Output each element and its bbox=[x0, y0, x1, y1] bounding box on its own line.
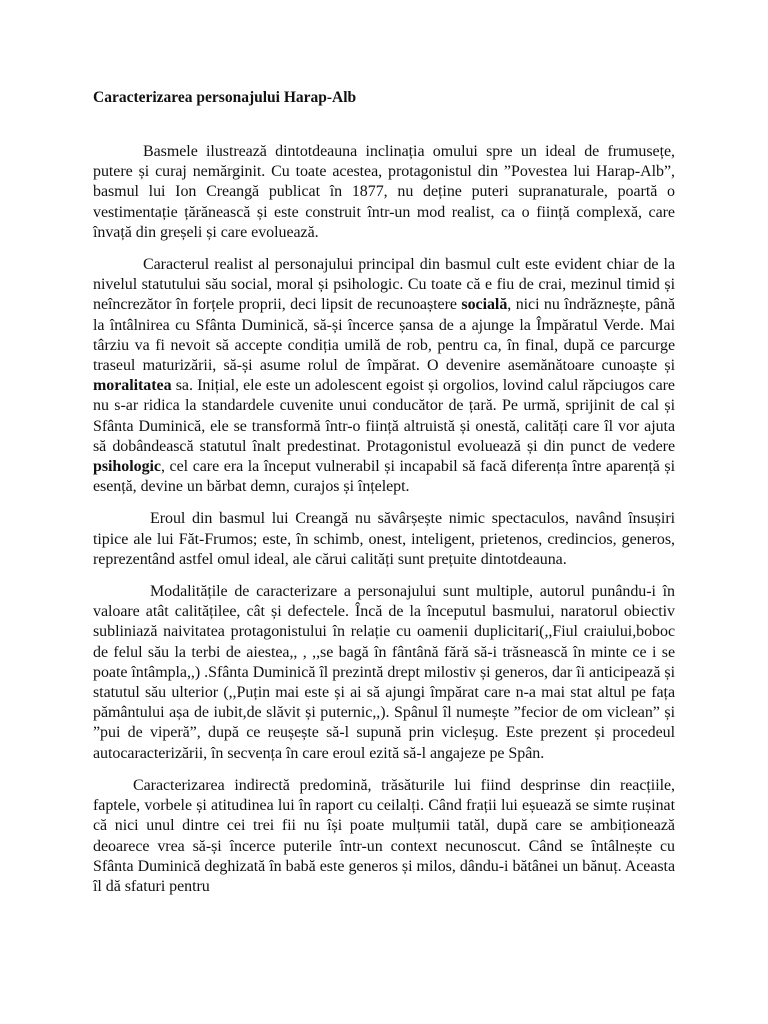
paragraph-text: Caracterul realist al personajului principal din basmul cult este evident chiar de la nivelul statutului său social, moral și psihologic. Cu toate că e fiu de crai, mezinul timid și neîncrezător în forțele proprii, deci lipsit de recunoaștere bbox=[93, 256, 675, 314]
paragraph-realist-character bbox=[93, 255, 675, 497]
paragraph-text: Modalitățile de caracterizare a personajului sunt multiple, autorul punându-i în valoare atât calitățilee, cât și defectele. Încă de la începutul basmului, naratorul obiectiv subliniază naivitatea protagonistului în relație cu oamenii duplicitari(,,Fiul craiului,boboc de felul său la terbi de aiestea,, , ,,se bagă în fântână fără să-i trăsnească în minte ce i se poate întâmpla,,) .Sfânta Duminică îl prezintă drept milostiv și generos, dar îi anticipează și statutul său ulterior (,,Puțin mai este și ai să ajungi împărat care n-a mai stat altul pe fața pământului așa de iubit,de slăvit și puternic,,). Spânul îl numește ”fecior de om viclean” și ”pui de viperă”, după ce reușește să-l supună prin vicleșug. Este prezent și procedeul autocaracterizării, în secvența în care eroul ezită să-l angajeze pe Spân. bbox=[93, 583, 675, 762]
document-body bbox=[93, 142, 675, 909]
document-title: Caracterizarea personajului Harap-Alb bbox=[93, 89, 357, 106]
paragraph-intro bbox=[93, 142, 675, 243]
paragraph-indirect-characterization bbox=[93, 776, 675, 897]
bold-term-sociala: socială bbox=[461, 296, 508, 314]
paragraph-text: Caracterizarea indirectă predomină, trăsăturile lui fiind desprinse din reacțiile, faptele, vorbele și atitudinea lui în raport cu ceilalți. Când frații lui eșuează se simte rușinat că nici unul dintre cei trei fii nu își poate mulțumii tatăl, după care se ambiționează deoarece vrea să-și încerce puterile într-un context necunoscut. Când se întâlnește cu Sfânta Duminică deghizată în babă este generos și milos, dându-i bătânei un bănuț. Aceasta îl dă sfaturi pentru bbox=[93, 776, 675, 895]
bold-term-psihologic: psihologic bbox=[93, 458, 161, 476]
paragraph-hero-traits bbox=[93, 509, 675, 570]
paragraph-text: Basmele ilustrează dintotdeauna inclinația omului spre un ideal de frumusețe, putere și curaj nemărginit. Cu toate acestea, protagonistul din ”Povestea lui Harap-Alb”, basmul lui Ion Creangă publicat în 1877, nu deține puteri supranaturale, poartă o vestimentație țărănească și este construit într-un mod realist, ca o ființă complexă, care învață din greșeli și care evoluează. bbox=[93, 143, 675, 241]
paragraph-text: Eroul din basmul lui Creangă nu săvârșește nimic spectaculos, navând însușiri tipice ale lui Făt-Frumos; este, în schimb, onest, inteligent, prietenos, credincios, generos, reprezentând astfel omul ideal, ale cărui calități sunt prețuite dintotdeauna. bbox=[93, 510, 675, 568]
paragraph-text: , nici nu îndrăznește, până la întâlnirea cu Sfânta Duminică, să-și încerce șansa de a ajunge la Împăratul Verde. Mai târziu va fi nevoit să accepte condiția umilă de rob, pentru ca, în final, după ce parcurge traseul maturizării, să-și asume rolul de împărat. O devenire asemănătoare cunoaște și bbox=[93, 296, 676, 375]
paragraph-characterization-methods bbox=[93, 582, 675, 764]
bold-term-moralitatea: moralitatea bbox=[93, 377, 172, 395]
paragraph-text: , cel care era la început vulnerabil și incapabil să facă diferența între aparență și esență, devine un bărbat demn, curajos și înțelept. bbox=[93, 458, 675, 496]
paragraph-text: sa. Inițial, ele este un adolescent egoist și orgolios, lovind calul răpciugos care nu s-ar ridica la standardele cuvenite unui conducător de țară. Pe urmă, sprijinit de cal și Sfânta Duminică, ele se transformă într-o ființă altruistă și onestă, calități care îl vor ajuta să dobândească statutul înalt predestinat. Protagonistul evoluează și din punct de vedere bbox=[93, 377, 675, 455]
